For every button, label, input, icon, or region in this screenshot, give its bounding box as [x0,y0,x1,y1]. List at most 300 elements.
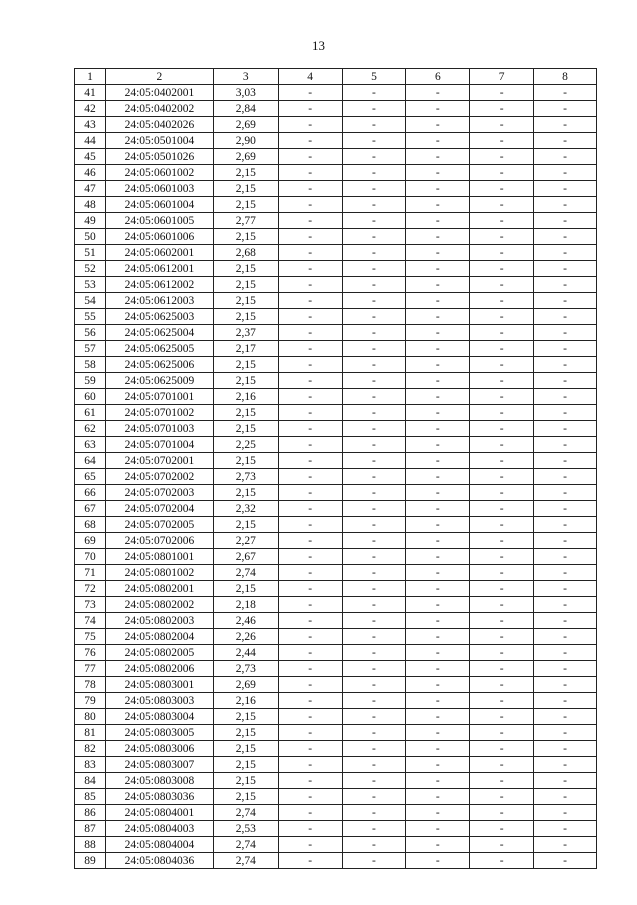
col6-cell: - [406,229,470,245]
value-cell: 2,15 [213,789,278,805]
table-row [75,677,597,693]
table-row [75,725,597,741]
col4-cell: - [278,277,342,293]
row-number-cell: 89 [75,853,106,869]
col8-cell: - [534,469,597,485]
cadastral-number-cell: 24:05:0601005 [105,213,213,229]
col7-cell: - [470,629,534,645]
row-number-cell: 58 [75,357,106,373]
col6-cell: - [406,101,470,117]
col7-cell: - [470,645,534,661]
col6-cell: - [406,613,470,629]
value-cell: 2,44 [213,645,278,661]
value-cell: 2,15 [213,261,278,277]
table-row [75,565,597,581]
col4-cell: - [278,133,342,149]
col4-cell: - [278,757,342,773]
value-cell: 2,17 [213,341,278,357]
col8-cell: - [534,197,597,213]
cadastral-number-cell: 24:05:0625006 [105,357,213,373]
col6-cell: - [406,373,470,389]
cadastral-number-cell: 24:05:0702001 [105,453,213,469]
row-number-cell: 79 [75,693,106,709]
col5-cell: - [342,517,406,533]
table-row [75,469,597,485]
value-cell: 2,15 [213,725,278,741]
col6-cell: - [406,661,470,677]
cadastral-number-cell: 24:05:0802003 [105,613,213,629]
col7-cell: - [470,165,534,181]
col5-cell: - [342,565,406,581]
cadastral-number-cell: 24:05:0802006 [105,661,213,677]
row-number-cell: 47 [75,181,106,197]
row-number-cell: 43 [75,117,106,133]
column-header: 6 [406,69,470,85]
row-number-cell: 72 [75,581,106,597]
col5-cell: - [342,693,406,709]
value-cell: 2,15 [213,757,278,773]
col6-cell: - [406,213,470,229]
col5-cell: - [342,373,406,389]
col7-cell: - [470,789,534,805]
col5-cell: - [342,453,406,469]
table-row [75,709,597,725]
cadastral-number-cell: 24:05:0802001 [105,581,213,597]
col6-cell: - [406,149,470,165]
col7-cell: - [470,325,534,341]
row-number-cell: 56 [75,325,106,341]
table-row [75,789,597,805]
col8-cell: - [534,565,597,581]
row-number-cell: 42 [75,101,106,117]
col8-cell: - [534,789,597,805]
col7-cell: - [470,149,534,165]
col5-cell: - [342,469,406,485]
col7-cell: - [470,837,534,853]
value-cell: 2,68 [213,245,278,261]
cadastral-number-cell: 24:05:0802002 [105,597,213,613]
table-row [75,197,597,213]
col6-cell: - [406,261,470,277]
col8-cell: - [534,757,597,773]
col5-cell: - [342,357,406,373]
cadastral-number-cell: 24:05:0803004 [105,709,213,725]
col4-cell: - [278,661,342,677]
col7-cell: - [470,821,534,837]
col7-cell: - [470,261,534,277]
col6-cell: - [406,293,470,309]
col6-cell: - [406,741,470,757]
col7-cell: - [470,773,534,789]
cadastral-number-cell: 24:05:0804003 [105,821,213,837]
table-row [75,693,597,709]
value-cell: 2,74 [213,837,278,853]
col4-cell: - [278,181,342,197]
table-row [75,661,597,677]
value-cell: 2,90 [213,133,278,149]
col8-cell: - [534,245,597,261]
col4-cell: - [278,533,342,549]
column-header: 3 [213,69,278,85]
col6-cell: - [406,117,470,133]
col7-cell: - [470,757,534,773]
value-cell: 2,27 [213,533,278,549]
col7-cell: - [470,565,534,581]
value-cell: 2,15 [213,373,278,389]
row-number-cell: 68 [75,517,106,533]
col8-cell: - [534,101,597,117]
table-row [75,149,597,165]
col7-cell: - [470,341,534,357]
value-cell: 2,37 [213,325,278,341]
col6-cell: - [406,501,470,517]
col8-cell: - [534,309,597,325]
value-cell: 2,15 [213,197,278,213]
cadastral-number-cell: 24:05:0803003 [105,693,213,709]
table-row [75,757,597,773]
col6-cell: - [406,709,470,725]
col5-cell: - [342,741,406,757]
col5-cell: - [342,661,406,677]
table-row [75,421,597,437]
row-number-cell: 67 [75,501,106,517]
col7-cell: - [470,373,534,389]
col6-cell: - [406,677,470,693]
row-number-cell: 81 [75,725,106,741]
row-number-cell: 61 [75,405,106,421]
value-cell: 2,69 [213,149,278,165]
col8-cell: - [534,629,597,645]
col6-cell: - [406,629,470,645]
col4-cell: - [278,709,342,725]
col5-cell: - [342,293,406,309]
cadastral-number-cell: 24:05:0701002 [105,405,213,421]
col4-cell: - [278,629,342,645]
col6-cell: - [406,277,470,293]
row-number-cell: 80 [75,709,106,725]
col4-cell: - [278,117,342,133]
col4-cell: - [278,821,342,837]
column-header: 7 [470,69,534,85]
col4-cell: - [278,437,342,453]
cadastral-number-cell: 24:05:0702006 [105,533,213,549]
col4-cell: - [278,565,342,581]
col7-cell: - [470,533,534,549]
data-table [74,68,597,869]
value-cell: 2,74 [213,853,278,869]
col5-cell: - [342,645,406,661]
col6-cell: - [406,549,470,565]
col5-cell: - [342,165,406,181]
col8-cell: - [534,613,597,629]
col8-cell: - [534,229,597,245]
col8-cell: - [534,341,597,357]
table-row [75,837,597,853]
table-row [75,213,597,229]
col5-cell: - [342,421,406,437]
col7-cell: - [470,469,534,485]
col7-cell: - [470,501,534,517]
cadastral-number-cell: 24:05:0702002 [105,469,213,485]
cadastral-number-cell: 24:05:0701001 [105,389,213,405]
row-number-cell: 77 [75,661,106,677]
col8-cell: - [534,261,597,277]
col7-cell: - [470,613,534,629]
col8-cell: - [534,741,597,757]
cadastral-number-cell: 24:05:0601006 [105,229,213,245]
col7-cell: - [470,549,534,565]
col6-cell: - [406,437,470,453]
cadastral-number-cell: 24:05:0625009 [105,373,213,389]
col7-cell: - [470,693,534,709]
col6-cell: - [406,597,470,613]
col5-cell: - [342,837,406,853]
col6-cell: - [406,805,470,821]
col6-cell: - [406,421,470,437]
value-cell: 2,15 [213,181,278,197]
table-row [75,773,597,789]
col6-cell: - [406,485,470,501]
cadastral-number-cell: 24:05:0625005 [105,341,213,357]
table-row [75,549,597,565]
row-number-cell: 46 [75,165,106,181]
col6-cell: - [406,645,470,661]
col7-cell: - [470,357,534,373]
col5-cell: - [342,757,406,773]
cadastral-number-cell: 24:05:0804004 [105,837,213,853]
cadastral-number-cell: 24:05:0612003 [105,293,213,309]
col6-cell: - [406,133,470,149]
col7-cell: - [470,517,534,533]
col6-cell: - [406,821,470,837]
cadastral-number-cell: 24:05:0625003 [105,309,213,325]
col8-cell: - [534,165,597,181]
col8-cell: - [534,437,597,453]
row-number-cell: 75 [75,629,106,645]
col5-cell: - [342,613,406,629]
col7-cell: - [470,117,534,133]
col7-cell: - [470,437,534,453]
row-number-cell: 73 [75,597,106,613]
value-cell: 2,18 [213,597,278,613]
row-number-cell: 83 [75,757,106,773]
col8-cell: - [534,421,597,437]
col7-cell: - [470,389,534,405]
value-cell: 2,69 [213,117,278,133]
col8-cell: - [534,597,597,613]
table-row [75,613,597,629]
col5-cell: - [342,549,406,565]
col5-cell: - [342,229,406,245]
cadastral-number-cell: 24:05:0803001 [105,677,213,693]
value-cell: 2,67 [213,549,278,565]
col5-cell: - [342,133,406,149]
col4-cell: - [278,341,342,357]
col7-cell: - [470,213,534,229]
col8-cell: - [534,661,597,677]
col6-cell: - [406,197,470,213]
col8-cell: - [534,853,597,869]
col7-cell: - [470,101,534,117]
col4-cell: - [278,581,342,597]
cadastral-number-cell: 24:05:0804001 [105,805,213,821]
col8-cell: - [534,117,597,133]
col6-cell: - [406,165,470,181]
col7-cell: - [470,805,534,821]
col4-cell: - [278,149,342,165]
table-row [75,165,597,181]
col4-cell: - [278,789,342,805]
col7-cell: - [470,133,534,149]
table-row [75,581,597,597]
col7-cell: - [470,853,534,869]
col4-cell: - [278,213,342,229]
value-cell: 2,53 [213,821,278,837]
col8-cell: - [534,581,597,597]
col4-cell: - [278,357,342,373]
value-cell: 2,16 [213,693,278,709]
table-row [75,821,597,837]
cadastral-number-cell: 24:05:0702003 [105,485,213,501]
column-header: 8 [534,69,597,85]
col7-cell: - [470,581,534,597]
col7-cell: - [470,597,534,613]
cadastral-number-cell: 24:05:0701004 [105,437,213,453]
col5-cell: - [342,533,406,549]
col6-cell: - [406,533,470,549]
col7-cell: - [470,245,534,261]
col8-cell: - [534,453,597,469]
table-row [75,277,597,293]
table-row [75,645,597,661]
table-row [75,405,597,421]
row-number-cell: 70 [75,549,106,565]
value-cell: 3,03 [213,85,278,101]
col5-cell: - [342,309,406,325]
cadastral-number-cell: 24:05:0612002 [105,277,213,293]
col8-cell: - [534,725,597,741]
row-number-cell: 62 [75,421,106,437]
value-cell: 2,46 [213,613,278,629]
col4-cell: - [278,373,342,389]
col5-cell: - [342,805,406,821]
col5-cell: - [342,789,406,805]
col4-cell: - [278,853,342,869]
cadastral-number-cell: 24:05:0625004 [105,325,213,341]
col8-cell: - [534,405,597,421]
value-cell: 2,15 [213,165,278,181]
value-cell: 2,15 [213,229,278,245]
column-header: 4 [278,69,342,85]
cadastral-number-cell: 24:05:0501026 [105,149,213,165]
value-cell: 2,26 [213,629,278,645]
col8-cell: - [534,821,597,837]
col8-cell: - [534,133,597,149]
col6-cell: - [406,757,470,773]
col4-cell: - [278,197,342,213]
col7-cell: - [470,277,534,293]
col4-cell: - [278,453,342,469]
col6-cell: - [406,693,470,709]
col5-cell: - [342,437,406,453]
cadastral-number-cell: 24:05:0802004 [105,629,213,645]
col5-cell: - [342,261,406,277]
value-cell: 2,15 [213,293,278,309]
col6-cell: - [406,773,470,789]
row-number-cell: 65 [75,469,106,485]
col4-cell: - [278,725,342,741]
row-number-cell: 71 [75,565,106,581]
cadastral-number-cell: 24:05:0803005 [105,725,213,741]
col8-cell: - [534,709,597,725]
table-row [75,597,597,613]
col5-cell: - [342,581,406,597]
col6-cell: - [406,789,470,805]
col7-cell: - [470,85,534,101]
table-row [75,133,597,149]
table-row [75,373,597,389]
col7-cell: - [470,725,534,741]
col4-cell: - [278,597,342,613]
col7-cell: - [470,453,534,469]
table-row [75,261,597,277]
col7-cell: - [470,741,534,757]
col5-cell: - [342,117,406,133]
value-cell: 2,15 [213,309,278,325]
value-cell: 2,73 [213,469,278,485]
cadastral-number-cell: 24:05:0602001 [105,245,213,261]
row-number-cell: 63 [75,437,106,453]
row-number-cell: 88 [75,837,106,853]
col8-cell: - [534,85,597,101]
col7-cell: - [470,485,534,501]
table-header [75,69,597,85]
col5-cell: - [342,597,406,613]
table-row [75,805,597,821]
col7-cell: - [470,677,534,693]
col8-cell: - [534,677,597,693]
row-number-cell: 66 [75,485,106,501]
col6-cell: - [406,389,470,405]
value-cell: 2,15 [213,581,278,597]
col6-cell: - [406,181,470,197]
col5-cell: - [342,389,406,405]
col8-cell: - [534,837,597,853]
table-row [75,389,597,405]
row-number-cell: 84 [75,773,106,789]
row-number-cell: 54 [75,293,106,309]
cadastral-number-cell: 24:05:0402026 [105,117,213,133]
col7-cell: - [470,181,534,197]
col4-cell: - [278,741,342,757]
table-row [75,853,597,869]
col8-cell: - [534,389,597,405]
col6-cell: - [406,581,470,597]
col4-cell: - [278,293,342,309]
row-number-cell: 50 [75,229,106,245]
row-number-cell: 51 [75,245,106,261]
col8-cell: - [534,549,597,565]
value-cell: 2,15 [213,517,278,533]
col8-cell: - [534,213,597,229]
value-cell: 2,77 [213,213,278,229]
col7-cell: - [470,197,534,213]
table-row [75,293,597,309]
value-cell: 2,74 [213,805,278,821]
col7-cell: - [470,421,534,437]
cadastral-number-cell: 24:05:0701003 [105,421,213,437]
col5-cell: - [342,197,406,213]
